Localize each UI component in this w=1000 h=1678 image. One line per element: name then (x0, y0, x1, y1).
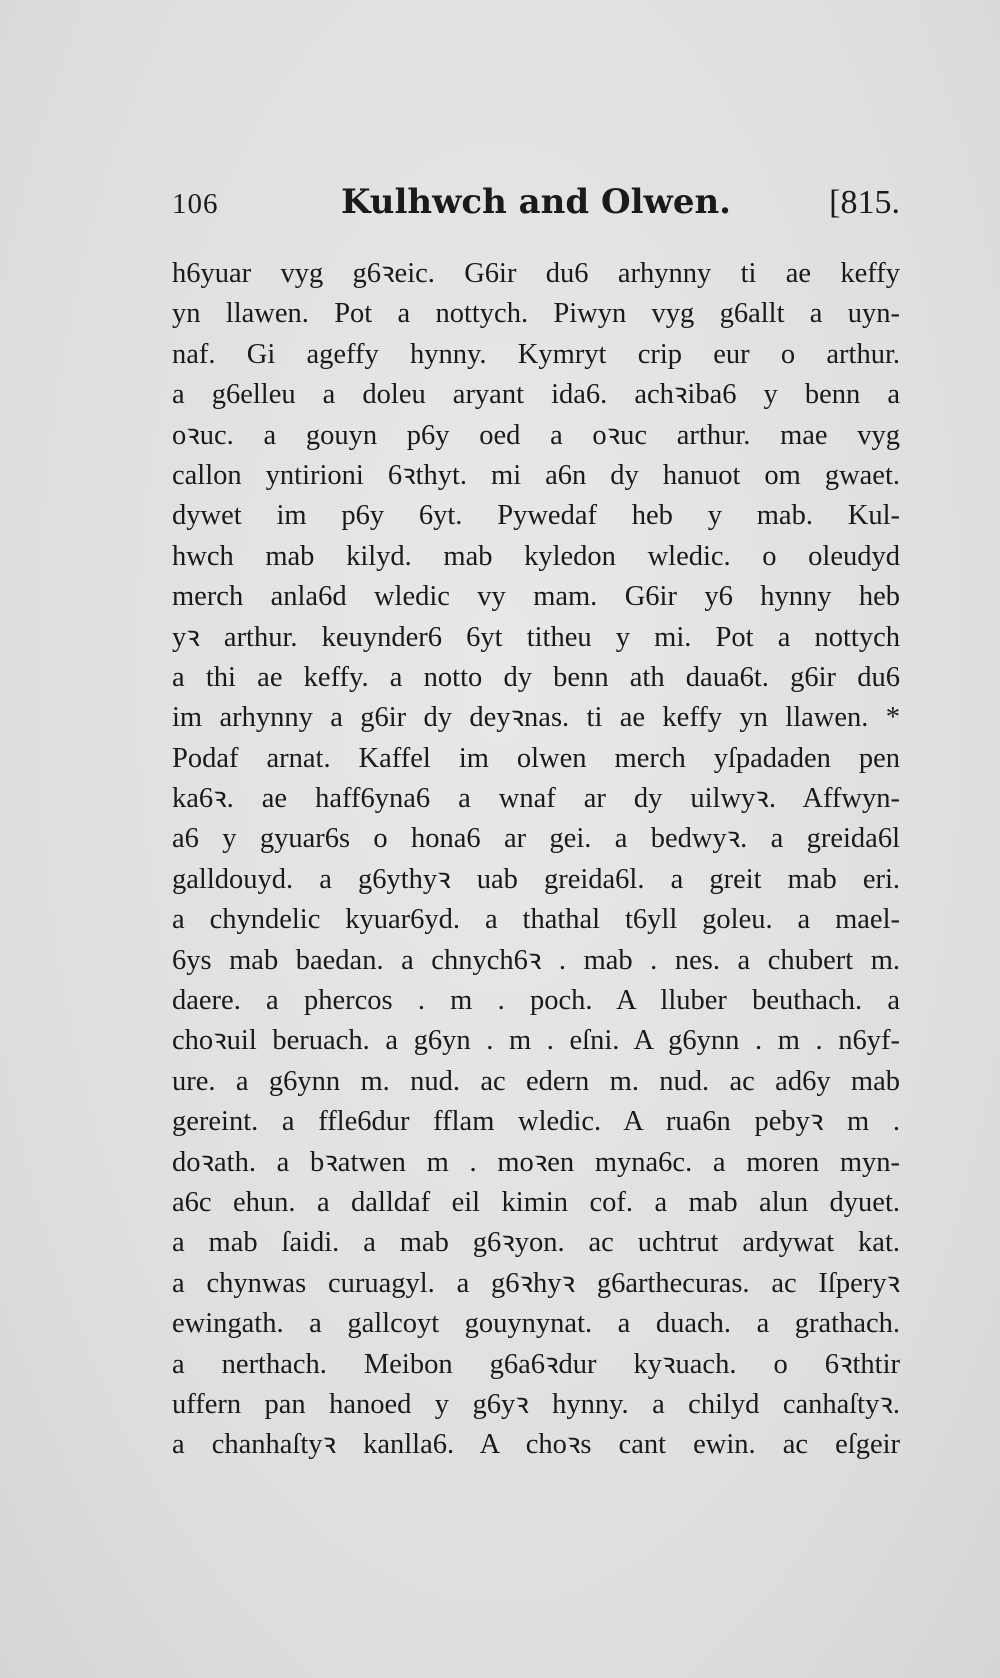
text-line: a chanhaſtyꝛ kanlla6. A choꝛs cant ewin. ac eſgeir (172, 1429, 900, 1461)
text-line: a chynwas curuagyl. a g6ꝛhyꝛ g6arthecuras. ac Iſperyꝛ (172, 1267, 900, 1299)
text-line: Podaf arnat. Kaffel im olwen merch yſpadaden pen (172, 742, 900, 774)
text-line: dywet im p6y 6yt. Pywedaf heb y mab. Kul- (172, 500, 900, 532)
text-line: yn llawen. Pot a nottych. Piwyn vyg g6allt a uyn- (172, 298, 900, 330)
text-line: a6 y gyuar6s o hona6 ar gei. a bedwyꝛ. a greida6l (172, 823, 900, 855)
text-line: a mab ſaidi. a mab g6ꝛyon. ac uchtrut ardywat kat. (172, 1227, 900, 1259)
text-line: hwch mab kilyd. mab kyledon wledic. o oleudyd (172, 540, 900, 572)
text-line: im arhynny a g6ir dy deyꝛnas. ti ae keffy yn llawen. * (172, 702, 900, 734)
text-line: callon yntirioni 6ꝛthyt. mi a6n dy hanuot om gwaet. (172, 459, 900, 491)
text-line: daere. a phercos . m . poch. A lluber beuthach. a (172, 985, 900, 1017)
line-reference: [815. (829, 184, 900, 221)
text-line: 6ys mab baedan. a chnych6ꝛ . mab . nes. a chubert m. (172, 944, 900, 976)
body-text (172, 254, 900, 1466)
page-number: 106 (172, 188, 219, 220)
page-header (172, 180, 900, 240)
text-line: merch anla6d wledic vy mam. G6ir y6 hynny heb (172, 581, 900, 613)
text-line: h6yuar vyg g6ꝛeic. G6ir du6 arhynny ti ae keffy (172, 258, 900, 289)
text-line: yꝛ arthur. keuynder6 6yt titheu y mi. Pot a nottych (172, 621, 900, 653)
text-line: a6c ehun. a dalldaf eil kimin cof. a mab alun dyuet. (172, 1186, 900, 1218)
text-line: ewingath. a gallcoyt gouynynat. a duach. a grathach. (172, 1308, 900, 1340)
text-line: a chyndelic kyuar6yd. a thathal t6yll goleu. a mael- (172, 904, 900, 936)
text-line: doꝛath. a bꝛatwen m . moꝛen myna6c. a moren myn- (172, 1146, 900, 1178)
text-line: oꝛuc. a gouyn p6y oed a oꝛuc arthur. mae vyg (172, 419, 900, 451)
text-line: choꝛuil beruach. a g6yn . m . eſni. A g6ynn . m . n6yf- (172, 1025, 900, 1057)
text-line: a nerthach. Meibon g6a6ꝛdur kyꝛuach. o 6ꝛthtir (172, 1348, 900, 1380)
text-line: ka6ꝛ. ae haff6yna6 a wnaf ar dy uilwyꝛ. Affwyn- (172, 783, 900, 815)
text-line: a g6elleu a doleu aryant ida6. achꝛiba6 y benn a (172, 379, 900, 411)
text-line: a thi ae keffy. a notto dy benn ath daua6t. g6ir du6 (172, 661, 900, 693)
text-line: galldouyd. a g6ythyꝛ uab greida6l. a greit mab eri. (172, 863, 900, 895)
text-line: gereint. a ffle6dur fflam wledic. A rua6n pebyꝛ m . (172, 1106, 900, 1138)
running-title: Kulhwch and Olwen. (340, 182, 732, 222)
text-line: ure. a g6ynn m. nud. ac edern m. nud. ac ad6y mab (172, 1065, 900, 1097)
text-line: naf. Gi ageffy hynny. Kymryt crip eur o arthur. (172, 338, 900, 370)
text-line: uffern pan hanoed y g6yꝛ hynny. a chilyd canhaſtyꝛ. (172, 1388, 900, 1420)
